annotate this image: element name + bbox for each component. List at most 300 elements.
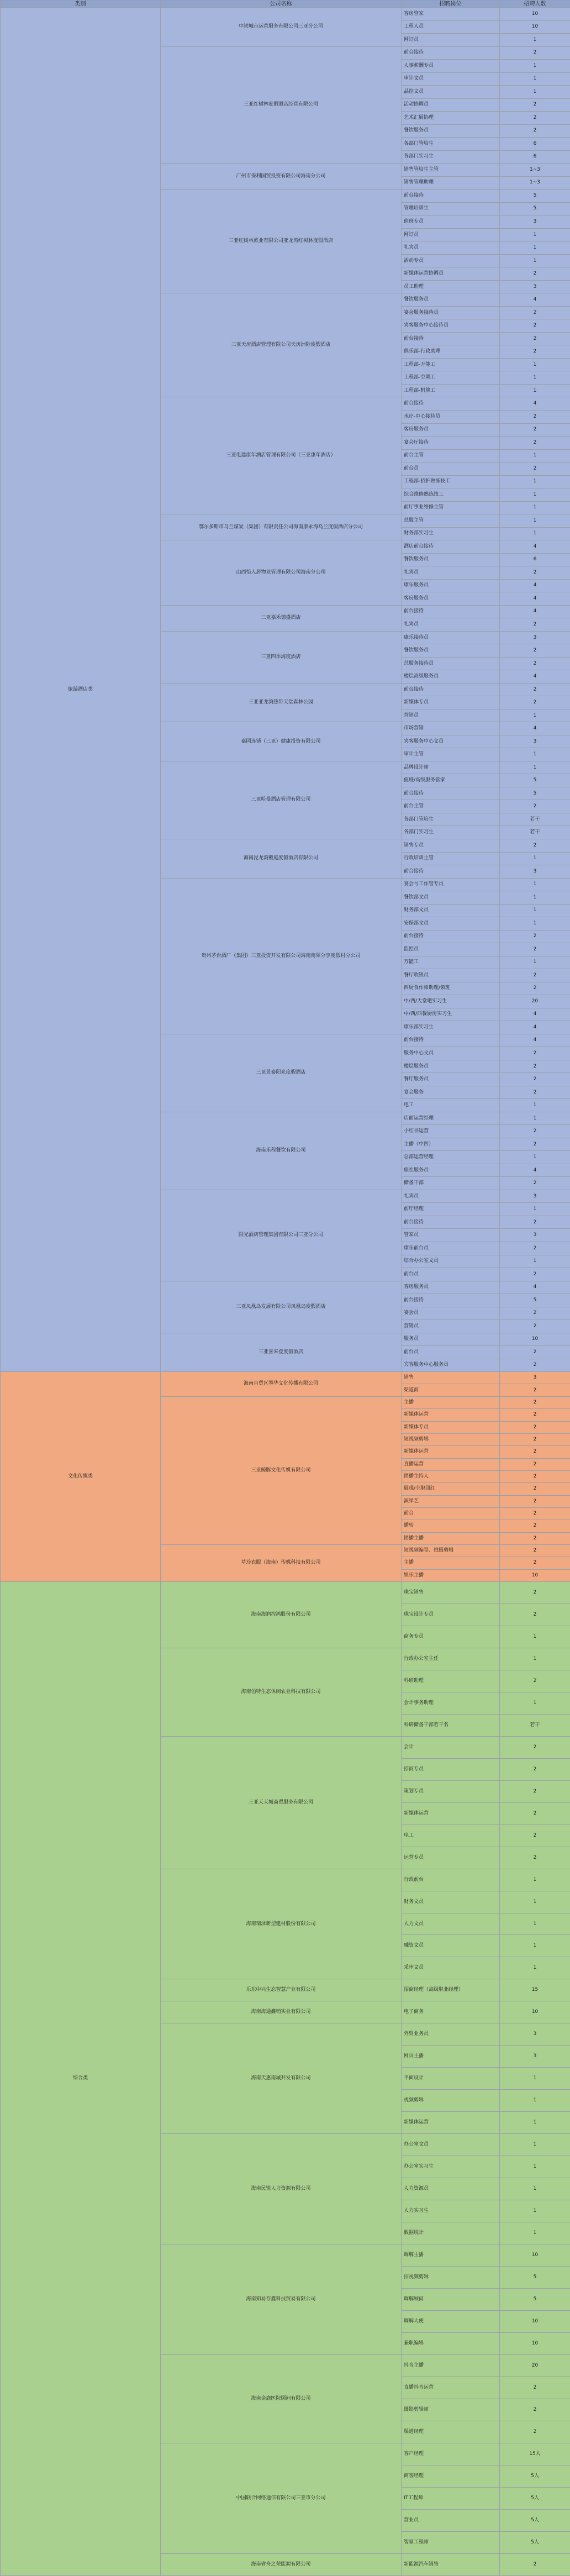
header-category: 类别 [1, 1, 161, 8]
position-cell: 抖音主播 [402, 2354, 500, 2377]
position-cell: 餐厅收银员 [402, 969, 500, 982]
count-cell: 3 [500, 1229, 570, 1242]
position-cell: 调解顾问 [402, 2288, 500, 2310]
position-cell: 宴会与工作管专员 [402, 878, 500, 891]
count-cell: 10 [500, 1333, 570, 1346]
position-cell: 前台接待 [402, 605, 500, 618]
position-cell: 销售管培生主管 [402, 164, 500, 177]
position-cell: 中/西/西餐厨房实习生 [402, 1008, 500, 1021]
position-cell: 视频剪辑 [402, 2090, 500, 2112]
position-cell: 前台接待 [402, 1216, 500, 1229]
position-cell: 水疗-中心接待员 [402, 410, 500, 423]
position-cell: 安保部文员 [402, 917, 500, 930]
count-cell: 1 [500, 1099, 570, 1112]
count-cell: 2 [500, 800, 570, 813]
position-cell: 礼宾员 [402, 241, 500, 255]
count-cell: 2 [500, 98, 570, 112]
count-cell: 2 [500, 1581, 570, 1604]
position-cell: 艺术汇展协理 [402, 112, 500, 125]
count-cell: 2 [500, 1086, 570, 1099]
count-cell: 5人 [500, 2487, 570, 2509]
position-cell: 旅社服务员 [402, 1164, 500, 1177]
position-cell: 科研助理 [402, 1670, 500, 1692]
count-cell: 2 [500, 1433, 570, 1445]
position-cell: 客房服务员 [402, 592, 500, 606]
company-cell: 三亚景泰阳光度假酒店 [161, 1034, 402, 1112]
count-cell: 1 [500, 1913, 570, 1935]
count-cell: 2 [500, 1544, 570, 1557]
position-cell: 娱乐主播 [402, 1569, 500, 1581]
count-cell: 2 [500, 1495, 570, 1507]
company-cell: 海南乐程餐饮有限公司 [161, 1112, 402, 1190]
company-cell: 海南海通鑫销实业有限公司 [161, 2001, 402, 2023]
count-cell: 5人 [500, 2531, 570, 2553]
position-cell: 数据统计 [402, 2222, 500, 2244]
position-cell: 展现/全职回红 [402, 1483, 500, 1495]
position-cell: 工程人员 [402, 20, 500, 34]
count-cell: 2 [500, 267, 570, 281]
position-cell: 主播（中四） [402, 1138, 500, 1151]
position-cell: 万能工 [402, 956, 500, 969]
company-cell: 三亚哈曼酒店管理有限公司 [161, 761, 402, 839]
count-cell: 20 [500, 995, 570, 1008]
count-cell: 3 [500, 2023, 570, 2046]
position-cell: 中/西/大堂吧实习生 [402, 995, 500, 1008]
count-cell: 2 [500, 1242, 570, 1255]
company-cell: 中铁城市运营服务有限公司三亚分公司 [161, 8, 402, 47]
count-cell: 10 [500, 1569, 570, 1581]
position-cell: 康乐服务员 [402, 579, 500, 592]
count-cell: 2 [500, 1047, 570, 1060]
position-cell: 演绎艺 [402, 1495, 500, 1507]
category-cell: 综合类 [1, 1581, 161, 2575]
position-cell: 融资文员 [402, 1935, 500, 1957]
position-cell: 营业员 [402, 2509, 500, 2531]
count-cell: 6 [500, 553, 570, 566]
count-cell: 3 [500, 1190, 570, 1203]
position-cell: 客房服务员 [402, 423, 500, 437]
count-cell: 1 [500, 1692, 570, 1714]
company-cell: 嘉园连锁（三亚）健康投资有限公司 [161, 722, 402, 761]
position-cell: 西厨食作师助理/领班 [402, 982, 500, 995]
count-cell: 1 [500, 1891, 570, 1913]
count-cell: 2 [500, 1320, 570, 1333]
position-cell: 前台接待 [402, 332, 500, 345]
position-cell: 调解大使 [402, 2310, 500, 2332]
position-cell: 人事薪酬专员 [402, 60, 500, 73]
table-row [1, 8, 570, 21]
position-cell: 主播 [402, 1557, 500, 1569]
count-cell: 1 [500, 2200, 570, 2222]
company-cell: 鄂尔多斯市乌兰煤炭（集团）有限责任公司海南康永海乌兰度假酒店分公司 [161, 514, 402, 540]
company-cell: 三亚嘉禾德盛酒店 [161, 605, 402, 631]
position-cell: 管家员 [402, 1229, 500, 1242]
count-cell: 4 [500, 592, 570, 606]
company-cell: 海南天惠南城开发有限公司 [161, 2023, 402, 2134]
count-cell: 2 [500, 1268, 570, 1281]
count-cell: 1 [500, 241, 570, 255]
count-cell: 3 [500, 2046, 570, 2068]
position-cell: 俱乐部-行政助理 [402, 345, 500, 359]
position-cell: 销售 [402, 1372, 500, 1384]
count-cell: 4 [500, 293, 570, 307]
count-cell: 1 [500, 1626, 570, 1648]
count-cell: 2 [500, 2553, 570, 2575]
position-cell: 活动专员 [402, 254, 500, 267]
count-cell: 2 [500, 1758, 570, 1780]
position-cell: 商客经理 [402, 2465, 500, 2487]
position-cell: 前台接待 [402, 190, 500, 203]
count-cell: 1 [500, 371, 570, 385]
count-cell: 2 [500, 1073, 570, 1086]
count-cell: 1 [500, 1112, 570, 1125]
position-cell: 员工助理 [402, 280, 500, 293]
position-cell: 礼宾员 [402, 1190, 500, 1203]
position-cell: 营销员 [402, 709, 500, 722]
count-cell: 1 [500, 72, 570, 86]
position-cell: 新媒体运营 [402, 1446, 500, 1458]
count-cell: 2 [500, 306, 570, 319]
count-cell: 2 [500, 1060, 570, 1073]
position-cell: 综合办公室文员 [402, 1255, 500, 1268]
position-cell: 小红书运营 [402, 1125, 500, 1138]
position-cell: 财务文员 [402, 1891, 500, 1913]
count-cell: 3 [500, 215, 570, 229]
position-cell: 短视频编导、拍摄剪辑 [402, 1544, 500, 1557]
count-cell: 1 [500, 86, 570, 99]
position-cell: 新媒体运营协调员 [402, 267, 500, 281]
count-cell: 1 [500, 358, 570, 371]
count-cell: 5人 [500, 2509, 570, 2531]
count-cell: 1 [500, 2112, 570, 2134]
count-cell: 2 [500, 1177, 570, 1190]
position-cell: 康乐部实习生 [402, 1021, 500, 1034]
position-cell: 摄影剪辑师 [402, 2399, 500, 2421]
count-cell: 1~3 [500, 176, 570, 190]
position-cell: 审计文员 [402, 72, 500, 86]
company-cell: 三亚喜来登度假酒店 [161, 1333, 402, 1372]
count-cell: 2 [500, 437, 570, 450]
count-cell: 5 [500, 787, 570, 800]
position-cell: 总服主管 [402, 514, 500, 528]
position-cell: 办公室实习生 [402, 2156, 500, 2178]
position-cell: 活动协调员 [402, 98, 500, 112]
count-cell: 1 [500, 2156, 570, 2178]
position-cell: 宴会服务 [402, 1086, 500, 1099]
count-cell: 1 [500, 475, 570, 488]
position-cell: 康乐前台员 [402, 1242, 500, 1255]
position-cell: 餐饮服务员 [402, 293, 500, 307]
position-cell: 餐饮服务员 [402, 553, 500, 566]
company-cell: 三亚四季海度酒店 [161, 631, 402, 683]
position-cell: 前台接待 [402, 46, 500, 60]
count-cell: 2 [500, 1532, 570, 1544]
position-cell: 前台主管 [402, 449, 500, 462]
count-cell: 5人 [500, 2465, 570, 2487]
position-cell: 新能源汽车销售 [402, 2553, 500, 2575]
position-cell: 主播 [402, 1396, 500, 1408]
count-cell: 2 [500, 1736, 570, 1758]
position-cell: 市场营销 [402, 722, 500, 735]
position-cell: 平面设计 [402, 2068, 500, 2090]
position-cell: 监控员 [402, 943, 500, 956]
position-cell: 宴会厅接待 [402, 437, 500, 450]
count-cell: 1 [500, 449, 570, 462]
position-cell: 服务员 [402, 1333, 500, 1346]
position-cell: 宾客服务中心服务员 [402, 1359, 500, 1372]
count-cell: 2 [500, 1216, 570, 1229]
company-cell: 海南知易存鑫科技贸易有限公司 [161, 2244, 402, 2355]
position-cell: 综合维修熟练技工 [402, 488, 500, 502]
count-cell: 2 [500, 683, 570, 696]
count-cell: 1 [500, 1203, 570, 1216]
position-cell: 前厅事业维修主管 [402, 501, 500, 514]
position-cell: 前台接待 [402, 397, 500, 411]
company-cell: 三亚亚龙湾热带天堂森林公园 [161, 683, 402, 722]
company-cell: 三亚红树林度假酒店经营有限公司 [161, 46, 402, 164]
count-cell: 5 [500, 190, 570, 203]
position-cell: 储备干部 [402, 1177, 500, 1190]
position-cell: 工程部-机修工 [402, 384, 500, 397]
position-cell: 新媒体专员 [402, 696, 500, 709]
position-cell: 餐饮服务员 [402, 124, 500, 138]
count-cell: 1 [500, 1935, 570, 1957]
count-cell: 4 [500, 1034, 570, 1047]
count-cell: 1 [500, 2178, 570, 2200]
position-cell: 酒店前台接待 [402, 540, 500, 554]
position-cell: 前厅经理 [402, 1203, 500, 1216]
count-cell: 4 [500, 1164, 570, 1177]
count-cell: 2 [500, 2421, 570, 2443]
count-cell: 5 [500, 2267, 570, 2289]
count-cell: 3 [500, 280, 570, 293]
position-cell: 团播主持人 [402, 1470, 500, 1482]
position-cell: 商务专员 [402, 1626, 500, 1648]
count-cell: 5 [500, 1294, 570, 1307]
position-cell: 宴会服务接待员 [402, 306, 500, 319]
position-cell: 行政前台 [402, 1869, 500, 1891]
position-cell: 电工 [402, 1825, 500, 1847]
company-cell: 中国联合网络通信有限公司三亚市分公司 [161, 2443, 402, 2553]
count-cell: 1 [500, 1255, 570, 1268]
position-cell: 前台员 [402, 1268, 500, 1281]
count-cell: 1 [500, 891, 570, 905]
company-cell: 海南自贸区墨华文化传播有限公司 [161, 1372, 402, 1397]
count-cell: 若干 [500, 1714, 570, 1736]
count-cell: 5 [500, 774, 570, 787]
count-cell: 若干 [500, 813, 570, 826]
count-cell: 2 [500, 1507, 570, 1520]
count-cell: 4 [500, 1008, 570, 1021]
count-cell: 2 [500, 345, 570, 359]
count-cell: 1 [500, 956, 570, 969]
position-cell: 人力资源员 [402, 2178, 500, 2200]
position-cell: 网页主播 [402, 2046, 500, 2068]
position-cell: 前台主管 [402, 800, 500, 813]
position-cell: 团播主播 [402, 1532, 500, 1544]
position-cell: 渠道经理 [402, 2421, 500, 2443]
position-cell: 各部门管培生 [402, 138, 500, 151]
count-cell: 2 [500, 1604, 570, 1626]
count-cell: 2 [500, 1396, 570, 1408]
position-cell: 宾客服务中心文员 [402, 735, 500, 748]
count-cell: 1~3 [500, 164, 570, 177]
count-cell: 2 [500, 657, 570, 670]
count-cell: 1 [500, 878, 570, 891]
position-cell: 前台接待 [402, 930, 500, 943]
position-cell: 外贸业务员 [402, 2023, 500, 2046]
count-cell: 6 [500, 150, 570, 164]
position-cell: 工程部-万能工 [402, 358, 500, 371]
position-cell: 客房管家 [402, 8, 500, 21]
count-cell: 10 [500, 8, 570, 21]
count-cell: 2 [500, 1470, 570, 1482]
company-cell: 三亚天房酒店管理有限公司天房洲际度假酒店 [161, 293, 402, 397]
count-cell: 2 [500, 1307, 570, 1320]
count-cell: 10 [500, 2244, 570, 2267]
count-cell: 2 [500, 1847, 570, 1869]
count-cell: 10 [500, 2332, 570, 2354]
count-cell: 2 [500, 410, 570, 423]
count-cell: 2 [500, 1520, 570, 1532]
position-cell: 餐饮部文员 [402, 891, 500, 905]
count-cell: 2 [500, 332, 570, 345]
position-cell: 调解主播 [402, 2244, 500, 2267]
table-row [1, 1372, 570, 1384]
position-cell: 营销员 [402, 1320, 500, 1333]
position-cell: 招视频剪辑 [402, 2267, 500, 2289]
count-cell: 2 [500, 124, 570, 138]
position-cell: 行政办公室主任 [402, 1648, 500, 1670]
table-row [1, 1581, 570, 1604]
company-cell: 海南金鹿医院顾问有限公司 [161, 2354, 402, 2443]
count-cell: 1 [500, 748, 570, 761]
position-cell: 珠宝设计专员 [402, 1604, 500, 1626]
count-cell: 2 [500, 644, 570, 658]
position-cell: 采审文员 [402, 1957, 500, 1979]
company-cell: 广州市保利国贸投资有限公司海南分公司 [161, 164, 402, 190]
count-cell: 2 [500, 462, 570, 476]
category-cell: 旅游酒店类 [1, 8, 161, 1372]
count-cell: 2 [500, 969, 570, 982]
count-cell: 2 [500, 930, 570, 943]
count-cell: 1 [500, 761, 570, 774]
count-cell: 4 [500, 1021, 570, 1034]
category-cell: 文化传媒类 [1, 1372, 161, 1582]
position-cell: 前台 [402, 1507, 500, 1520]
count-cell: 2 [500, 696, 570, 709]
count-cell: 1 [500, 709, 570, 722]
count-cell: 2 [500, 1359, 570, 1372]
count-cell: 若干 [500, 826, 570, 839]
count-cell: 1 [500, 60, 570, 73]
company-cell: 三亚鲸豚文化传媒有限公司 [161, 1396, 402, 1544]
count-cell: 6 [500, 138, 570, 151]
position-cell: 前台员 [402, 462, 500, 476]
count-cell: 2 [500, 1384, 570, 1396]
count-cell: 2 [500, 1409, 570, 1421]
position-cell: 前台接待 [402, 787, 500, 800]
position-cell: 人力文员 [402, 1913, 500, 1935]
count-cell: 10 [500, 20, 570, 34]
position-cell: 品控文员 [402, 86, 500, 99]
count-cell: 2 [500, 1125, 570, 1138]
count-cell: 10 [500, 2310, 570, 2332]
count-cell: 1 [500, 228, 570, 241]
position-cell: 科研储备干部若干名 [402, 1714, 500, 1736]
count-cell: 1 [500, 2090, 570, 2112]
position-cell: 策划专员 [402, 1780, 500, 1802]
count-cell: 2 [500, 618, 570, 632]
count-cell: 2 [500, 1483, 570, 1495]
position-cell: 审计主管 [402, 748, 500, 761]
position-cell: 兼职编辑 [402, 2332, 500, 2354]
position-cell: 办公室文员 [402, 2134, 500, 2156]
position-cell: 招商专员 [402, 1758, 500, 1780]
position-cell: 礼宾员 [402, 618, 500, 632]
company-cell: 海南昆龙湾戴庭度假酒店有限公司 [161, 839, 402, 879]
count-cell: 2 [500, 1802, 570, 1825]
count-cell: 1 [500, 1957, 570, 1979]
position-cell: 运营专员 [402, 1847, 500, 1869]
position-cell: 新媒体运营 [402, 2112, 500, 2134]
position-cell: 工程部-招护熟练技工 [402, 475, 500, 488]
position-cell: 网订员 [402, 228, 500, 241]
company-cell: 三亚天天城商贸服务有限公司 [161, 1736, 402, 1869]
position-cell: 新媒体专员 [402, 1421, 500, 1433]
position-cell: 工程部-空调工 [402, 371, 500, 385]
count-cell: 1 [500, 2134, 570, 2156]
position-cell: 直播抖音运营 [402, 2377, 500, 2399]
position-cell: 销售专员 [402, 839, 500, 853]
count-cell: 1 [500, 2222, 570, 2244]
count-cell: 3 [500, 735, 570, 748]
position-cell: 新媒体运营 [402, 1409, 500, 1421]
count-cell: 2 [500, 943, 570, 956]
position-cell: 新媒体运营 [402, 1802, 500, 1825]
position-cell: 值班/高级服务管家 [402, 774, 500, 787]
count-cell: 4 [500, 722, 570, 735]
count-cell: 1 [500, 384, 570, 397]
position-cell: 直播运营 [402, 1458, 500, 1470]
position-cell: 前台接待 [402, 1034, 500, 1047]
header-count: 招聘人数 [500, 1, 570, 8]
company-cell: 三亚红树林旅业有限公司亚龙湾红树林度假酒店 [161, 190, 402, 293]
count-cell: 4 [500, 397, 570, 411]
position-cell: 值班专员 [402, 215, 500, 229]
count-cell: 1 [500, 514, 570, 528]
position-cell: 各部门实习生 [402, 826, 500, 839]
company-cell: 海南瑞泽新型建材股份有限公司 [161, 1869, 402, 1979]
position-cell: 服务中心文员 [402, 1047, 500, 1060]
position-cell: 楼层服务员 [402, 1060, 500, 1073]
count-cell: 2 [500, 112, 570, 125]
count-cell: 2 [500, 1421, 570, 1433]
position-cell: 前台接待 [402, 683, 500, 696]
position-cell: 财务部实习生 [402, 527, 500, 540]
count-cell: 2 [500, 1557, 570, 1569]
position-cell: 前台接待 [402, 865, 500, 879]
count-cell: 1 [500, 917, 570, 930]
header-row [1, 1, 570, 8]
position-cell: 管理培训生 [402, 202, 500, 215]
count-cell: 2 [500, 1346, 570, 1359]
company-cell: 草玲衣服（海南）传媒科技有限公司 [161, 1544, 402, 1581]
count-cell: 2 [500, 839, 570, 853]
count-cell: 3 [500, 865, 570, 879]
count-cell: 3 [500, 631, 570, 644]
position-cell: 人力实习生 [402, 2200, 500, 2222]
